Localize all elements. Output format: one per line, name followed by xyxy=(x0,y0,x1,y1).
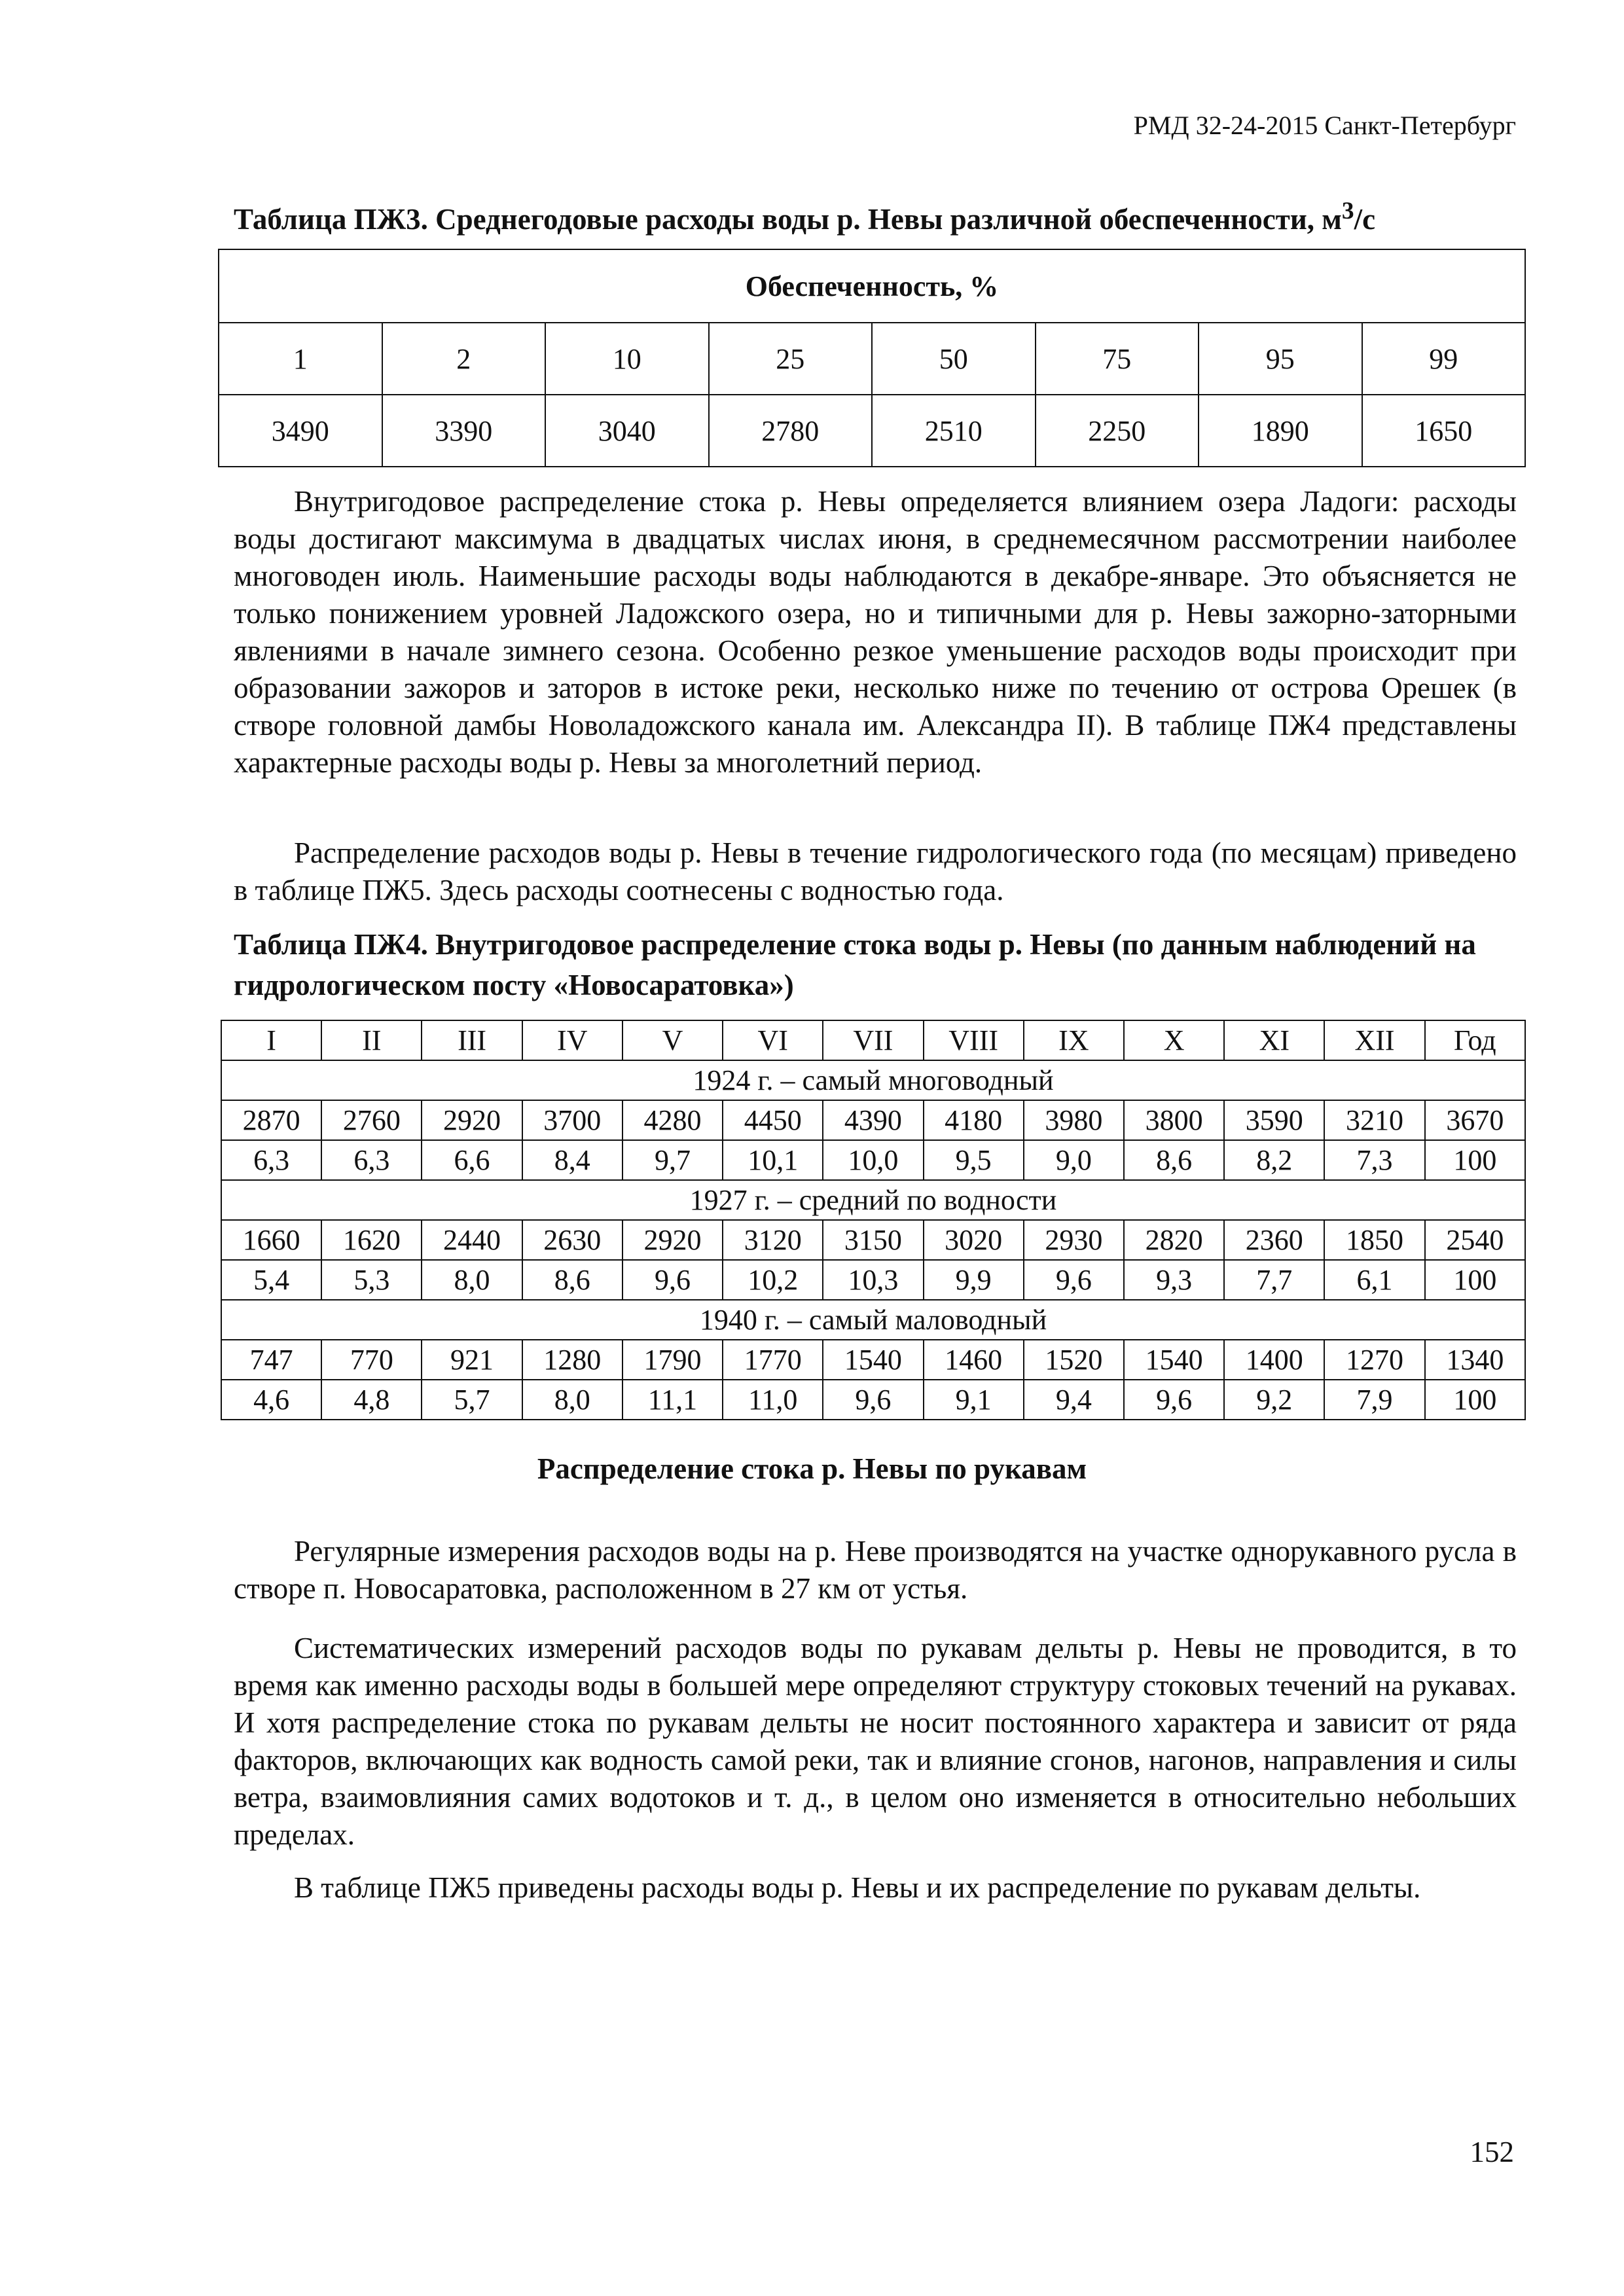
table4-percent-row-cell: 7,7 xyxy=(1224,1260,1324,1300)
table3-value: 2250 xyxy=(1036,395,1199,467)
table4-flow-row-cell: 1270 xyxy=(1324,1340,1424,1380)
table4-percent-row-cell: 5,4 xyxy=(221,1260,321,1300)
table4-group-row xyxy=(221,1180,1525,1220)
table4-flow-row-cell: 2820 xyxy=(1124,1220,1224,1260)
table4-header-row-cell: I xyxy=(221,1020,321,1060)
table4-flow-row-cell: 3590 xyxy=(1224,1100,1324,1140)
table3-caption-sup: 3 xyxy=(1341,198,1354,224)
table3-col: 2 xyxy=(382,323,546,395)
table4-flow-row-cell: 2760 xyxy=(321,1100,422,1140)
table4-percent-row-cell: 7,9 xyxy=(1324,1380,1424,1420)
table4-percent-row-cell: 10,0 xyxy=(823,1140,923,1180)
table4-percent-row-cell: 100 xyxy=(1425,1140,1525,1180)
table4-percent-row-cell: 8,0 xyxy=(522,1380,623,1420)
table4-flow-row-cell: 1620 xyxy=(321,1220,422,1260)
table4-percent-row-cell: 9,6 xyxy=(823,1380,923,1420)
table4-flow-row xyxy=(221,1340,1525,1380)
table4-flow-row-cell: 4280 xyxy=(623,1100,723,1140)
table4-header-row-cell: Год xyxy=(1425,1020,1525,1060)
table4-percent-row-cell: 9,1 xyxy=(924,1380,1024,1420)
table3-col: 50 xyxy=(872,323,1036,395)
table3-value-row xyxy=(219,395,1525,467)
table4-header-row-cell: IX xyxy=(1024,1020,1124,1060)
table4-flow-row-cell: 1850 xyxy=(1324,1220,1424,1260)
table4-flow-row-cell: 921 xyxy=(422,1340,522,1380)
table4-percent-row-cell: 11,1 xyxy=(623,1380,723,1420)
table3-col: 99 xyxy=(1362,323,1526,395)
table4-header-row-cell: V xyxy=(623,1020,723,1060)
table4-group-title: 1924 г. – самый многоводный xyxy=(221,1060,1525,1100)
table4-percent-row-cell: 10,2 xyxy=(723,1260,823,1300)
table4-flow-row-cell: 2630 xyxy=(522,1220,623,1260)
page-number: 152 xyxy=(1470,2136,1514,2168)
table3-value: 2510 xyxy=(872,395,1036,467)
table4-percent-row-cell: 6,6 xyxy=(422,1140,522,1180)
table4-header-row-cell: VIII xyxy=(924,1020,1024,1060)
table4-flow-row-cell: 3120 xyxy=(723,1220,823,1260)
table4-percent-row-cell: 100 xyxy=(1425,1260,1525,1300)
table4-percent-row-cell: 11,0 xyxy=(723,1380,823,1420)
table4-percent-row-cell: 9,3 xyxy=(1124,1260,1224,1300)
table4-percent-row-cell: 4,8 xyxy=(321,1380,422,1420)
table4-header-row-cell: X xyxy=(1124,1020,1224,1060)
paragraph-2: Распределение расходов воды р. Невы в течение гидрологического года (по месяцам) приведено в таблице ПЖ5. Здесь расходы соотнесены с водностью года. xyxy=(234,836,1517,906)
table4-percent-row-cell: 9,5 xyxy=(924,1140,1024,1180)
table4-flow-row-cell: 4450 xyxy=(723,1100,823,1140)
table4-group-row xyxy=(221,1060,1525,1100)
table4-percent-row-cell: 8,0 xyxy=(422,1260,522,1300)
paragraph-4: Систематических измерений расходов воды по рукавам дельты р. Невы не проводится, в то время как именно расходы воды в большей мере определяют структуру стоковых течений на рукавах. И хотя распределение стока по рукавам дельты не носит постоянного характера и зависит от ряда факторов, включающих как водность самой реки, так и влияние сгонов, нагонов, направления и силы ветра, взаимовлияния самих водотоков и т. д., в целом оно изменяется в относительно небольших пределах. xyxy=(234,1632,1517,1851)
table4-percent-row-cell: 6,1 xyxy=(1324,1260,1424,1300)
table4-flow-row-cell: 2360 xyxy=(1224,1220,1324,1260)
table3-caption xyxy=(234,191,1517,240)
table4-group-title: 1927 г. – средний по водности xyxy=(221,1180,1525,1220)
table4-flow-row-cell: 4390 xyxy=(823,1100,923,1140)
table3-group-header: Обеспеченность, % xyxy=(219,249,1525,323)
table4-flow-row-cell: 3700 xyxy=(522,1100,623,1140)
table4-percent-row-cell: 100 xyxy=(1425,1380,1525,1420)
table4-percent-row-cell: 5,7 xyxy=(422,1380,522,1420)
table3 xyxy=(218,249,1526,467)
table4-header-row-cell: VII xyxy=(823,1020,923,1060)
table4-flow-row-cell: 3210 xyxy=(1324,1100,1424,1140)
table4-flow-row-cell: 1520 xyxy=(1024,1340,1124,1380)
table4-percent-row-cell: 8,6 xyxy=(522,1260,623,1300)
table4-percent-row-cell: 8,2 xyxy=(1224,1140,1324,1180)
table4-flow-row xyxy=(221,1100,1525,1140)
table4-flow-row-cell: 2930 xyxy=(1024,1220,1124,1260)
table4-group-title: 1940 г. – самый маловодный xyxy=(221,1300,1525,1340)
table4-flow-row-cell: 3150 xyxy=(823,1220,923,1260)
table4-flow-row-cell: 1540 xyxy=(823,1340,923,1380)
table4-percent-row-cell: 10,1 xyxy=(723,1140,823,1180)
table4-percent-row-cell: 9,0 xyxy=(1024,1140,1124,1180)
table4-percent-row-cell: 9,4 xyxy=(1024,1380,1124,1420)
table4-flow-row-cell: 1660 xyxy=(221,1220,321,1260)
table3-value: 3040 xyxy=(545,395,709,467)
table4-percent-row-cell: 9,6 xyxy=(623,1260,723,1300)
table4-percent-row-cell: 6,3 xyxy=(221,1140,321,1180)
table3-col: 95 xyxy=(1199,323,1362,395)
table3-header-row xyxy=(219,323,1525,395)
table3-value: 3390 xyxy=(382,395,546,467)
table4-header-row-cell: III xyxy=(422,1020,522,1060)
table4-flow-row xyxy=(221,1220,1525,1260)
table3-col: 1 xyxy=(219,323,382,395)
table4-flow-row-cell: 1280 xyxy=(522,1340,623,1380)
section-title: Распределение стока р. Невы по рукавам xyxy=(537,1452,1087,1485)
table3-value: 3490 xyxy=(219,395,382,467)
table3-caption-end: /с xyxy=(1354,203,1376,236)
table3-col: 75 xyxy=(1036,323,1199,395)
table3-col: 10 xyxy=(545,323,709,395)
table4-percent-row xyxy=(221,1260,1525,1300)
table4-percent-row-cell: 5,3 xyxy=(321,1260,422,1300)
table4-caption: Таблица ПЖ4. Внутригодовое распределение стока воды р. Невы (по данным наблюдений на гидрологическом посту «Новосаратовка») xyxy=(234,928,1476,1001)
table4-header-row-cell: VI xyxy=(723,1020,823,1060)
table4-flow-row-cell: 770 xyxy=(321,1340,422,1380)
paragraph-3: Регулярные измерения расходов воды на р. Неве производятся на участке однорукавного русла в створе п. Новосаратовка, расположенном в 27 км от устья. xyxy=(234,1535,1517,1605)
table4-flow-row-cell: 1790 xyxy=(623,1340,723,1380)
paragraph-1: Внутригодовое распределение стока р. Невы определяется влиянием озера Ладоги: расходы воды достигают максимума в двадцатых числах июня, в среднемесячном рассмотрении наиболее многоводен июль. Наименьшие расходы воды наблюдаются в декабре-январе. Это объясняется не только понижением уровней Ладожского озера, но и типичными для р. Невы зажорно-заторными явлениями в начале зимнего сезона. Особенно резкое уменьшение расходов воды происходит при образовании зажоров и заторов в истоке реки, несколько ниже по течению от острова Орешек (в створе головной дамбы Новоладожского канала им. Александра II). В таблице ПЖ4 представлены характерные расходы воды р. Невы за многолетний период. xyxy=(234,485,1517,779)
table4-flow-row-cell: 3670 xyxy=(1425,1100,1525,1140)
table4-flow-row-cell: 2920 xyxy=(623,1220,723,1260)
table3-value: 1650 xyxy=(1362,395,1526,467)
table4 xyxy=(221,1020,1526,1420)
table4-flow-row-cell: 747 xyxy=(221,1340,321,1380)
table4-percent-row-cell: 9,6 xyxy=(1024,1260,1124,1300)
table4-percent-row-cell: 6,3 xyxy=(321,1140,422,1180)
table4-flow-row-cell: 2870 xyxy=(221,1100,321,1140)
table4-percent-row-cell: 10,3 xyxy=(823,1260,923,1300)
table4-percent-row-cell: 7,3 xyxy=(1324,1140,1424,1180)
table3-col: 25 xyxy=(709,323,873,395)
table4-flow-row-cell: 1460 xyxy=(924,1340,1024,1380)
table4-percent-row-cell: 8,6 xyxy=(1124,1140,1224,1180)
table4-flow-row-cell: 1540 xyxy=(1124,1340,1224,1380)
page-header: РМД 32-24-2015 Санкт-Петербург xyxy=(1133,111,1516,140)
table3-caption-main: Таблица ПЖ3. Среднегодовые расходы воды р. Невы различной обеспеченности, м xyxy=(234,203,1342,236)
table4-flow-row-cell: 2920 xyxy=(422,1100,522,1140)
table4-percent-row-cell: 9,2 xyxy=(1224,1380,1324,1420)
table4-header-row-cell: XI xyxy=(1224,1020,1324,1060)
table4-flow-row-cell: 3980 xyxy=(1024,1100,1124,1140)
table4-group-row xyxy=(221,1300,1525,1340)
table4-header-row-cell: IV xyxy=(522,1020,623,1060)
table4-flow-row-cell: 2440 xyxy=(422,1220,522,1260)
table4-percent-row-cell: 9,6 xyxy=(1124,1380,1224,1420)
table4-percent-row xyxy=(221,1140,1525,1180)
paragraph-5: В таблице ПЖ5 приведены расходы воды р. Невы и их распределение по рукавам дельты. xyxy=(294,1871,1421,1904)
table4-flow-row-cell: 3020 xyxy=(924,1220,1024,1260)
table4-header-row xyxy=(221,1020,1525,1060)
table4-flow-row-cell: 2540 xyxy=(1425,1220,1525,1260)
table4-percent-row-cell: 9,9 xyxy=(924,1260,1024,1300)
table3-value: 2780 xyxy=(709,395,873,467)
table4-flow-row-cell: 1340 xyxy=(1425,1340,1525,1380)
table4-percent-row xyxy=(221,1380,1525,1420)
table4-header-row-cell: XII xyxy=(1324,1020,1424,1060)
table4-flow-row-cell: 1770 xyxy=(723,1340,823,1380)
table4-percent-row-cell: 4,6 xyxy=(221,1380,321,1420)
table4-percent-row-cell: 9,7 xyxy=(623,1140,723,1180)
table4-header-row-cell: II xyxy=(321,1020,422,1060)
table3-value: 1890 xyxy=(1199,395,1362,467)
table4-flow-row-cell: 3800 xyxy=(1124,1100,1224,1140)
table4-flow-row-cell: 1400 xyxy=(1224,1340,1324,1380)
table4-percent-row-cell: 8,4 xyxy=(522,1140,623,1180)
table4-flow-row-cell: 4180 xyxy=(924,1100,1024,1140)
